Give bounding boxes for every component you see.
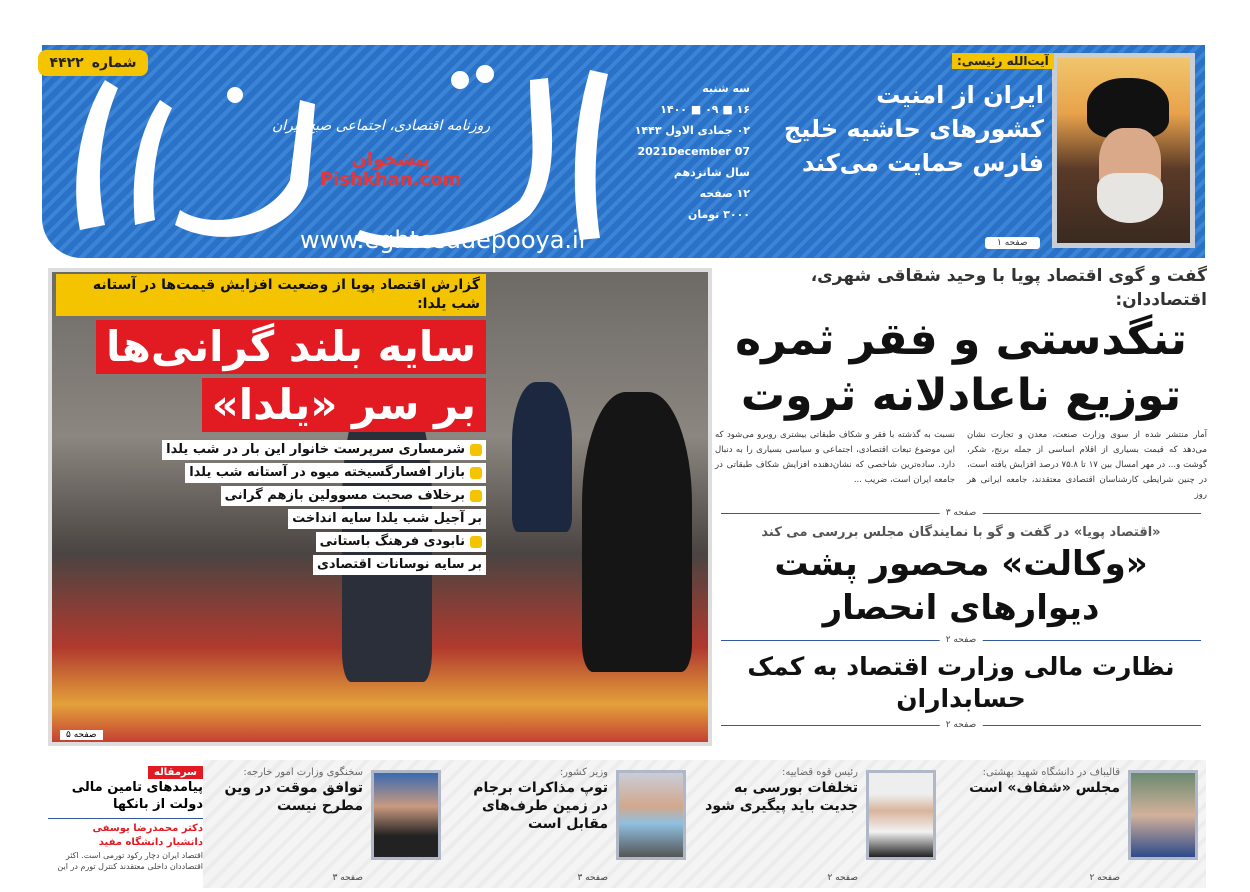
bullet-item: بر آجیل شب یلدا سایه انداخت — [288, 509, 486, 529]
bottom-strip — [48, 760, 1206, 888]
photo-story-headline-2[interactable]: بر سر «یلدا» — [202, 378, 486, 432]
divider — [721, 508, 1201, 518]
issue-number: ۴۴۲۲ — [49, 55, 84, 71]
bullet-item: بازار افسارگسیخته میوه در آستانه شب یلدا — [185, 463, 486, 483]
story-headline: تخلفات بورسی به جدیت باید پیگیری شود — [705, 780, 858, 814]
editorial-title: پیامدهای تامین مالی دولت از بانکها — [71, 780, 203, 812]
website-link[interactable]: www.eghtesadepooya.ir — [300, 226, 589, 254]
price: ۳۰۰۰ تومان — [687, 208, 750, 221]
bottom-story[interactable] — [963, 766, 1198, 884]
weekday: سه شنبه — [702, 82, 750, 95]
interview-body-col1: آمار منتشر شده از سوی وزارت صنعت، معدن و تجارت نشان می‌دهد که قیمت بسیاری از اقلام اساسی از جمله برنج، شکر، گوشت و... در مهر امسال بین ۱۷ تا ۷۵.۸ درصد افزایش یافته است، در چنین شرایطی کارشناسان اقتصادی معتقدند، جامعه ایرانی هر روز — [967, 430, 1208, 500]
right-column — [715, 264, 1207, 736]
date-shamsi: ۱۶ ■ ۰۹ ■ ۱۴۰۰ — [660, 103, 750, 116]
story-headline: توپ مذاکرات برجام در زمین طرف‌های مقابل است — [473, 780, 608, 832]
photo-story-page-ref: صفحه ۵ — [60, 730, 103, 740]
divider — [721, 635, 1201, 645]
bullet-item: برخلاف صحبت مسوولین بازهم گرانی — [221, 486, 486, 506]
date-hijri: ۰۲ جمادی الاول ۱۴۴۳ — [634, 124, 750, 137]
interview-page-ref: صفحه ۳ — [940, 507, 983, 519]
oversight-headline[interactable]: نظارت مالی وزارت اقتصاد به کمک حسابداران — [747, 652, 1175, 713]
publication-year: سال شانزدهم — [673, 166, 750, 179]
story-page-ref: صفحه ۳ — [577, 873, 608, 883]
story-page-ref: صفحه ۳ — [332, 873, 363, 883]
bottom-story[interactable] — [701, 766, 936, 884]
issue-label: شماره — [91, 55, 137, 71]
photo-story-kicker: گزارش اقتصاد پویا از وضعیت افزایش قیمت‌ها در آستانه شب یلدا: — [56, 274, 486, 316]
story-page-ref: صفحه ۲ — [1089, 873, 1120, 883]
parliament-kicker: «اقتصاد پویا» در گفت و گو با نمایندگان مجلس بررسی می کند — [761, 525, 1161, 540]
divider — [721, 720, 1201, 730]
bullet-icon — [470, 467, 482, 479]
story-photo — [371, 770, 441, 860]
date-block — [630, 78, 750, 225]
story-photo — [866, 770, 936, 860]
photo-story-text — [56, 274, 486, 575]
editorial-author-title: دانشیار دانشگاه مفید — [98, 837, 203, 848]
editorial[interactable] — [48, 760, 203, 892]
story-kicker: وزیر کشور: — [559, 767, 608, 778]
editorial-body: اقتصاد ایران دچار رکود تورمی است. اکثر اقتصاددان داخلی معتقدند کنترل تورم در این — [57, 851, 203, 871]
interview-body — [715, 428, 1207, 503]
lead-headline[interactable]: ایران از امنیت کشورهای حاشیه خلیج فارس حمایت می‌کند — [783, 81, 1044, 177]
photo-story-bullets — [162, 440, 486, 575]
oversight-page-ref: صفحه ۲ — [940, 719, 983, 731]
tagline: روزنامه اقتصادی، اجتماعی صبح ایران — [272, 118, 491, 134]
parliament-headline[interactable]: «وکالت» محصور پشت دیوارهای انحصار — [774, 544, 1148, 628]
date-gregorian: 2021December 07 — [637, 145, 750, 158]
lead-page-ref: صفحه ۱ — [985, 237, 1040, 249]
bullet-item: شرمساری سرپرست خانوار این بار در شب یلدا — [162, 440, 486, 460]
watermark — [320, 150, 461, 190]
story-photo — [616, 770, 686, 860]
page-count: ۱۲ صفحه — [699, 187, 750, 200]
story-headline: توافق موقت در وین مطرح نیست — [224, 780, 363, 814]
bullet-icon — [470, 536, 482, 548]
bullet-item: بر سایه نوسانات اقتصادی — [313, 555, 486, 575]
bullet-icon — [470, 444, 482, 456]
interview-kicker: گفت و گوی اقتصاد پویا با وحید شقاقی شهری، اقتصاددان: — [810, 266, 1207, 310]
story-photo — [1128, 770, 1198, 860]
photo-story-headline-1[interactable]: سایه بلند گرانی‌ها — [96, 320, 486, 374]
parliament-page-ref: صفحه ۲ — [940, 634, 983, 646]
story-headline: مجلس «شفاف» است — [969, 780, 1120, 796]
editorial-tag: سرمقاله — [148, 766, 203, 779]
interview-headline[interactable]: تنگدستی و فقر ثمره توزیع ناعادلانه ثروت — [735, 314, 1187, 421]
bottom-story[interactable] — [461, 766, 686, 884]
bullet-icon — [470, 490, 482, 502]
bullet-item: نابودی فرهنگ باستانی — [316, 532, 486, 552]
interview-body-col2: نسبت به گذشته با فقر و شکاف طبقاتی بیشتری روبرو می‌شود که این موضوع تبعات اقتصادی، اجتماعی و سیاسی بسیاری را به دنبال دارد. ساده‌ترین شاخصی که نشان‌دهنده افزایش شکاف طبقاتی در جامعه ایران است، ضریب ... — [715, 430, 955, 485]
divider — [48, 818, 203, 819]
lead-kicker: آیت‌الله رئیسی: — [952, 53, 1054, 69]
watermark-url: Pishkhan.com — [320, 168, 462, 190]
lead-photo — [1052, 53, 1195, 248]
watermark-text: پیشخوان — [351, 149, 430, 170]
story-kicker: سخنگوی وزارت امور خارجه: — [243, 767, 363, 778]
bottom-story[interactable] — [216, 766, 441, 884]
story-page-ref: صفحه ۲ — [827, 873, 858, 883]
story-kicker: رئیس قوه قضاییه: — [782, 767, 858, 778]
editorial-author: دکتر محمدرضا یوسفی — [92, 823, 203, 834]
story-kicker: قالیباف در دانشگاه شهید بهشتی: — [982, 767, 1120, 778]
